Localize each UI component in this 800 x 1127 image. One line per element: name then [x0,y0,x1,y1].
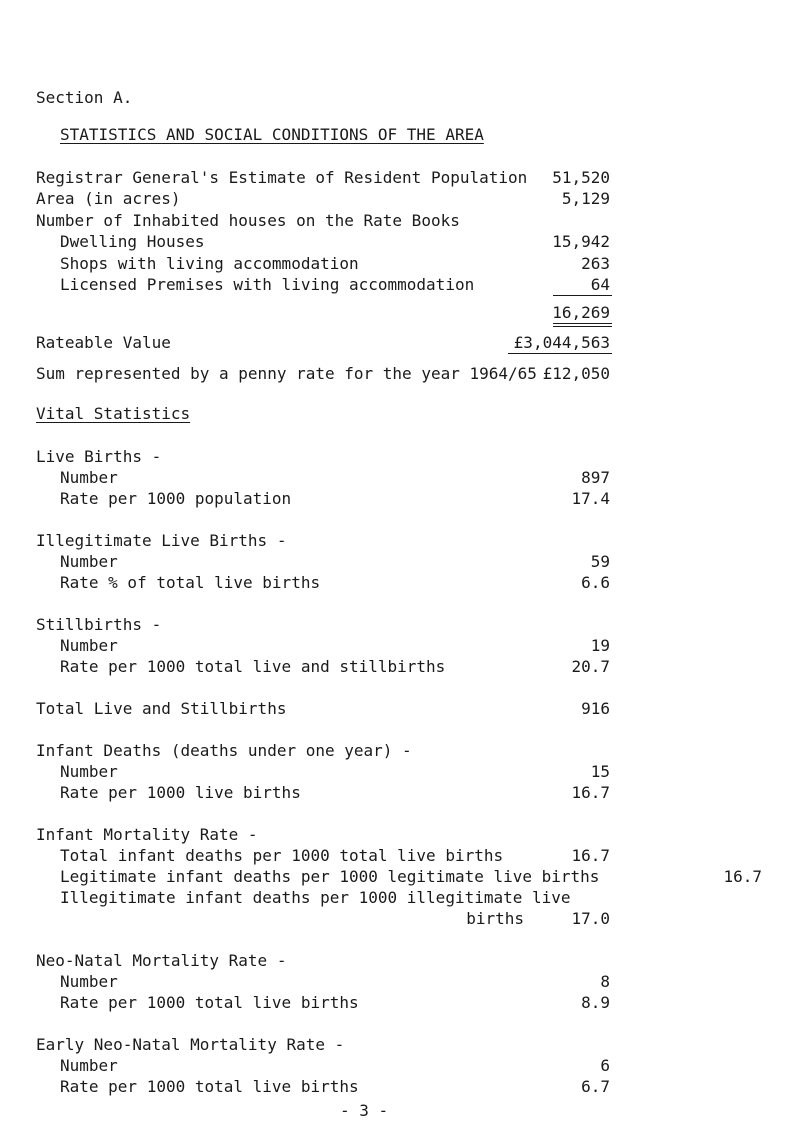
imr-illeg-label: Illegitimate infant deaths per 1000 illegitimate live [60,888,571,907]
imr-legit-label: Legitimate infant deaths per 1000 legitimate live births [60,867,600,886]
id-rate-value: 16.7 [571,783,610,802]
imr-legit-value: 16.7 [723,867,762,886]
dwelling-label: Dwelling Houses [60,232,205,251]
il-rate-label: Rate % of total live births [60,573,321,592]
sb-rate-value: 20.7 [571,657,610,676]
neo-number-label: Number [60,972,118,991]
imr-heading: Infant Mortality Rate - [36,825,258,844]
neo-number-value: 8 [600,972,610,991]
section-label: Section A. [36,88,133,107]
il-number-value: 59 [590,552,610,571]
houses-total: 16,269 [552,303,610,322]
infant-heading: Infant Deaths (deaths under one year) - [36,741,412,760]
total-rule [553,323,612,324]
licensed-value: 64 [590,275,610,294]
lb-number-value: 897 [581,468,610,487]
early-number-label: Number [60,1056,118,1075]
id-rate-label: Rate per 1000 live births [60,783,301,802]
page-title: STATISTICS AND SOCIAL CONDITIONS OF THE AREA [60,125,484,144]
shops-value: 263 [581,254,610,273]
imr-illeg-value: 17.0 [571,909,610,928]
imr-total-label: Total infant deaths per 1000 total live births [60,846,504,865]
sb-number-label: Number [60,636,118,655]
dwelling-value: 15,942 [552,232,610,251]
still-heading: Stillbirths - [36,615,162,634]
il-number-label: Number [60,552,118,571]
lb-rate-label: Rate per 1000 population [60,489,292,508]
il-rate-value: 6.6 [581,573,610,592]
penny-label: Sum represented by a penny rate for the year 1964/65 [36,364,537,383]
lb-number-label: Number [60,468,118,487]
area-value: 5,129 [561,189,610,208]
subtotal-rule [553,295,612,296]
population-value: 51,520 [552,168,610,187]
rateable-value: £3,044,563 [513,333,610,352]
id-number-value: 15 [590,762,610,781]
rateable-rule [508,353,612,354]
penny-value: £12,050 [542,364,610,383]
imr-total-value: 16.7 [571,846,610,865]
total-births-value: 916 [581,699,610,718]
id-number-label: Number [60,762,118,781]
shops-label: Shops with living accommodation [60,254,359,273]
rateable-label: Rateable Value [36,333,171,352]
illeg-heading: Illegitimate Live Births - [36,531,287,550]
sb-rate-label: Rate per 1000 total live and stillbirths [60,657,446,676]
early-heading: Early Neo-Natal Mortality Rate - [36,1035,345,1054]
page-number: - 3 - [340,1101,389,1120]
total-rule-double [553,326,612,327]
houses-label: Number of Inhabited houses on the Rate Books [36,211,460,230]
sb-number-value: 19 [590,636,610,655]
early-number-value: 6 [600,1056,610,1075]
early-rate-label: Rate per 1000 total live births [60,1077,359,1096]
area-label: Area (in acres) [36,189,181,208]
vital-heading: Vital Statistics [36,404,191,423]
neo-rate-label: Rate per 1000 total live births [60,993,359,1012]
lb-rate-value: 17.4 [571,489,610,508]
licensed-label: Licensed Premises with living accommodation [60,275,475,294]
live-births-heading: Live Births - [36,447,162,466]
total-births-label: Total Live and Stillbirths [36,699,287,718]
neo-heading: Neo-Natal Mortality Rate - [36,951,287,970]
early-rate-value: 6.7 [581,1077,610,1096]
imr-illeg-label-cont: births [466,909,524,928]
population-label: Registrar General's Estimate of Resident Population [36,168,528,187]
neo-rate-value: 8.9 [581,993,610,1012]
